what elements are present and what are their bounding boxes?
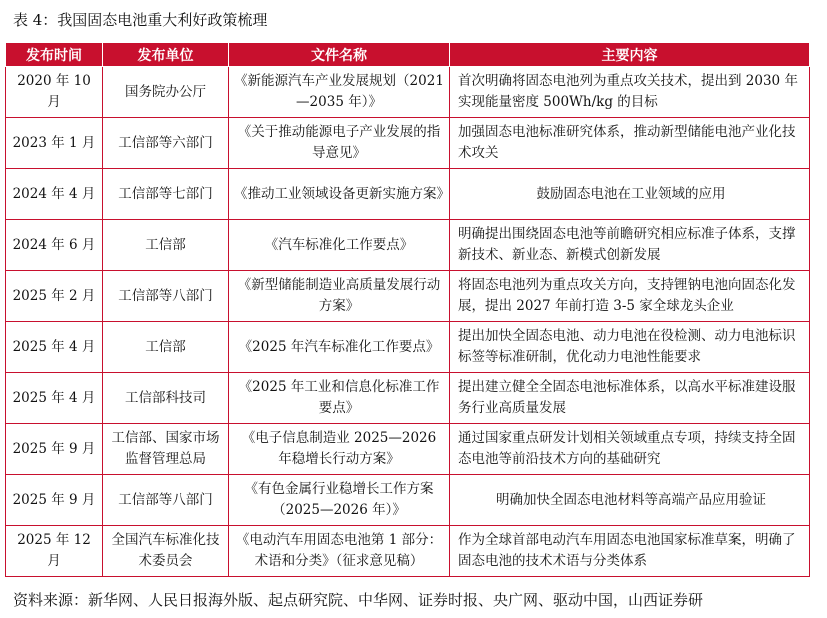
cell-date: 2020 年 10 月 <box>6 67 103 118</box>
cell-document: 《汽车标准化工作要点》 <box>229 220 450 271</box>
cell-issuer: 全国汽车标准化技术委员会 <box>103 526 229 577</box>
column-header-content: 主要内容 <box>450 43 810 67</box>
column-header-document: 文件名称 <box>229 43 450 67</box>
cell-content: 提出建立健全全固态电池标准体系，以高水平标准建设服务行业高质量发展 <box>450 373 810 424</box>
table-row <box>6 220 810 271</box>
cell-content: 明确加快全固态电池材料等高端产品应用验证 <box>450 475 810 526</box>
cell-content: 加强固态电池标准研究体系，推动新型储能电池产业化技术攻关 <box>450 118 810 169</box>
cell-content: 明确提出围绕固态电池等前瞻研究相应标准子体系，支撑新技术、新业态、新模式创新发展 <box>450 220 810 271</box>
column-header-issuer: 发布单位 <box>103 43 229 67</box>
cell-date: 2024 年 6 月 <box>6 220 103 271</box>
cell-date: 2025 年 4 月 <box>6 322 103 373</box>
cell-content: 通过国家重点研发计划相关领域重点专项，持续支持全固态电池等前沿技术方向的基础研究 <box>450 424 810 475</box>
cell-date: 2025 年 9 月 <box>6 475 103 526</box>
source-note: 资料来源：新华网、人民日报海外版、起点研究院、中华网、证券时报、央广网、驱动中国，山西证券研 <box>13 591 704 609</box>
cell-content: 将固态电池列为重点攻关方向，支持锂钠电池向固态化发展，提出 2027 年前打造 3-5 家全球龙头企业 <box>450 271 810 322</box>
cell-document: 《关于推动能源电子产业发展的指导意见》 <box>229 118 450 169</box>
table-header-row <box>6 43 810 67</box>
column-header-date: 发布时间 <box>6 43 103 67</box>
cell-issuer: 工信部等七部门 <box>103 169 229 220</box>
cell-content: 首次明确将固态电池列为重点攻关技术，提出到 2030 年实现能量密度 500Wh/kg 的目标 <box>450 67 810 118</box>
cell-issuer: 工信部 <box>103 220 229 271</box>
cell-issuer: 国务院办公厅 <box>103 67 229 118</box>
cell-document: 《推动工业领域设备更新实施方案》 <box>229 169 450 220</box>
table-row <box>6 271 810 322</box>
cell-issuer: 工信部等六部门 <box>103 118 229 169</box>
cell-document: 《新能源汽车产业发展规划（2021—2035 年）》 <box>229 67 450 118</box>
table-row <box>6 118 810 169</box>
table-row <box>6 475 810 526</box>
cell-date: 2025 年 2 月 <box>6 271 103 322</box>
cell-document: 《有色金属行业稳增长工作方案（2025—2026 年）》 <box>229 475 450 526</box>
cell-date: 2025 年 4 月 <box>6 373 103 424</box>
cell-content: 提出加快全固态电池、动力电池在役检测、动力电池标识标签等标准研制，优化动力电池性能要求 <box>450 322 810 373</box>
cell-document: 《2025 年工业和信息化标准工作要点》 <box>229 373 450 424</box>
cell-document: 《电子信息制造业 2025—2026 年稳增长行动方案》 <box>229 424 450 475</box>
cell-issuer: 工信部、国家市场监督管理总局 <box>103 424 229 475</box>
policy-table <box>5 42 810 577</box>
cell-content: 鼓励固态电池在工业领域的应用 <box>450 169 810 220</box>
table-row <box>6 169 810 220</box>
cell-date: 2023 年 1 月 <box>6 118 103 169</box>
cell-document: 《新型储能制造业高质量发展行动方案》 <box>229 271 450 322</box>
table-row <box>6 322 810 373</box>
table-row <box>6 526 810 577</box>
cell-issuer: 工信部等八部门 <box>103 271 229 322</box>
cell-issuer: 工信部科技司 <box>103 373 229 424</box>
policy-table-container <box>5 42 809 577</box>
table-row <box>6 373 810 424</box>
cell-issuer: 工信部 <box>103 322 229 373</box>
cell-date: 2025 年 12 月 <box>6 526 103 577</box>
cell-issuer: 工信部等八部门 <box>103 475 229 526</box>
table-caption: 表 4：我国固态电池重大利好政策梳理 <box>13 11 268 29</box>
cell-date: 2025 年 9 月 <box>6 424 103 475</box>
cell-content: 作为全球首部电动汽车用固态电池国家标准草案，明确了固态电池的技术术语与分类体系 <box>450 526 810 577</box>
cell-document: 《电动汽车用固态电池第 1 部分：术语和分类》（征求意见稿） <box>229 526 450 577</box>
cell-document: 《2025 年汽车标准化工作要点》 <box>229 322 450 373</box>
cell-date: 2024 年 4 月 <box>6 169 103 220</box>
table-row <box>6 67 810 118</box>
table-row <box>6 424 810 475</box>
